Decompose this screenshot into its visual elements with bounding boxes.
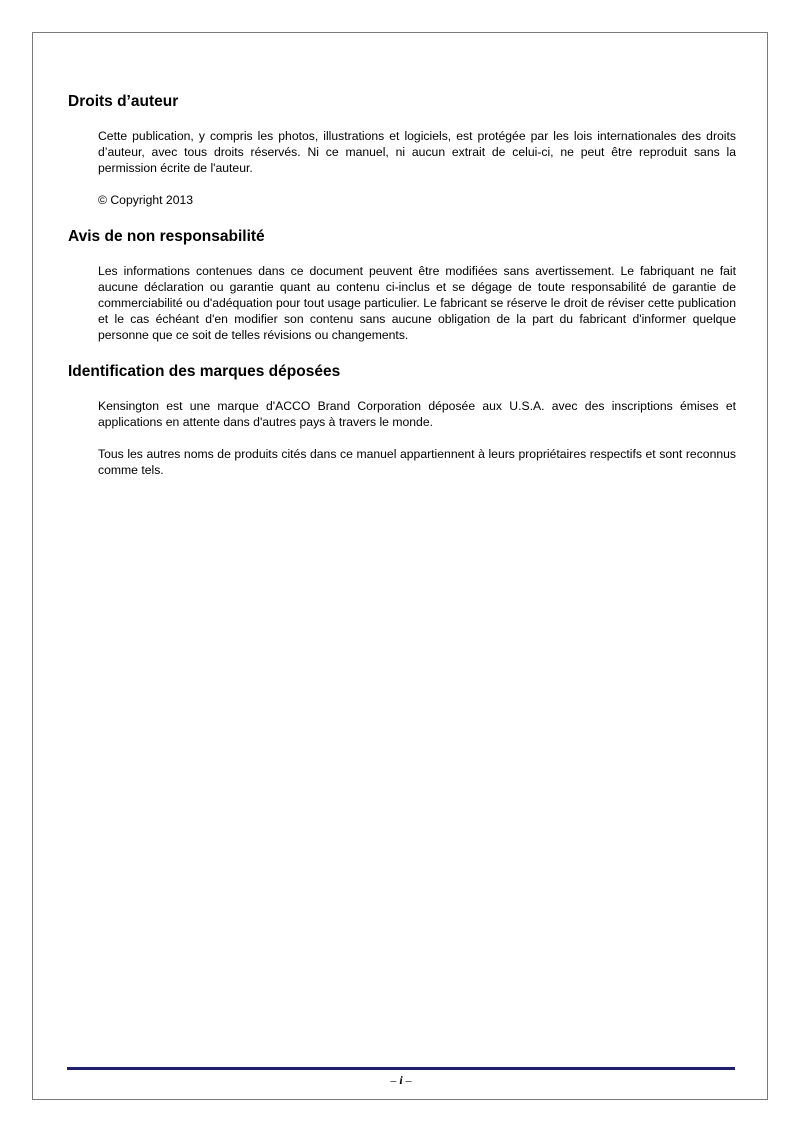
page-number-dash-left: –: [390, 1073, 397, 1087]
section-body-disclaimer: [98, 263, 736, 343]
section-body-copyright: [98, 128, 736, 208]
section-disclaimer: [68, 227, 736, 343]
copyright-year: © Copyright 2013: [98, 193, 194, 207]
paragraph-copyright-notice: Cette publication, y compris les photos, illustrations et logiciels, est protégée par les lois internationales des droits d’auteur, avec tous droits réservés. Ni ce manuel, ni aucun extrait de celui-ci, ne peut être reproduit sans la permission écrite de l'auteur.: [98, 129, 736, 175]
section-copyright: [68, 92, 736, 208]
section-title-trademarks: Identification des marques déposées: [68, 363, 341, 380]
paragraph-disclaimer: Les informations contenues dans ce document peuvent être modifiées sans avertissement. Le fabriquant ne fait aucune déclaration ou garantie quant au contenu ci-inclus et se dégage de toute responsabilité de garantie de commerciabilité ou d'adéquation pour tout usage particulier. Le fabricant se réserve le droit de réviser cette publication et le cas échéant d'en modifier son contenu sans aucune obligation de la part du fabricant d'informer quelque personne que ce soit de telles révisions ou changements.: [98, 264, 736, 342]
document-content: [68, 92, 736, 497]
page-number: [0, 1072, 802, 1088]
section-title-copyright: Droits d’auteur: [68, 93, 179, 110]
section-body-trademarks: [98, 398, 736, 478]
footer-rule: [67, 1067, 735, 1070]
paragraph-kensington-trademark: Kensington est une marque d'ACCO Brand Corporation déposée aux U.S.A. avec des inscriptions émises et applications en attente dans d'autres pays à travers le monde.: [98, 399, 736, 429]
section-trademarks: [68, 362, 736, 478]
page-number-value: i: [399, 1073, 403, 1087]
section-title-disclaimer: Avis de non responsabilité: [68, 228, 265, 245]
page-number-dash-right: –: [405, 1073, 412, 1087]
paragraph-other-trademarks: Tous les autres noms de produits cités dans ce manuel appartiennent à leurs propriétaires respectifs et sont reconnus comme tels.: [98, 447, 736, 477]
